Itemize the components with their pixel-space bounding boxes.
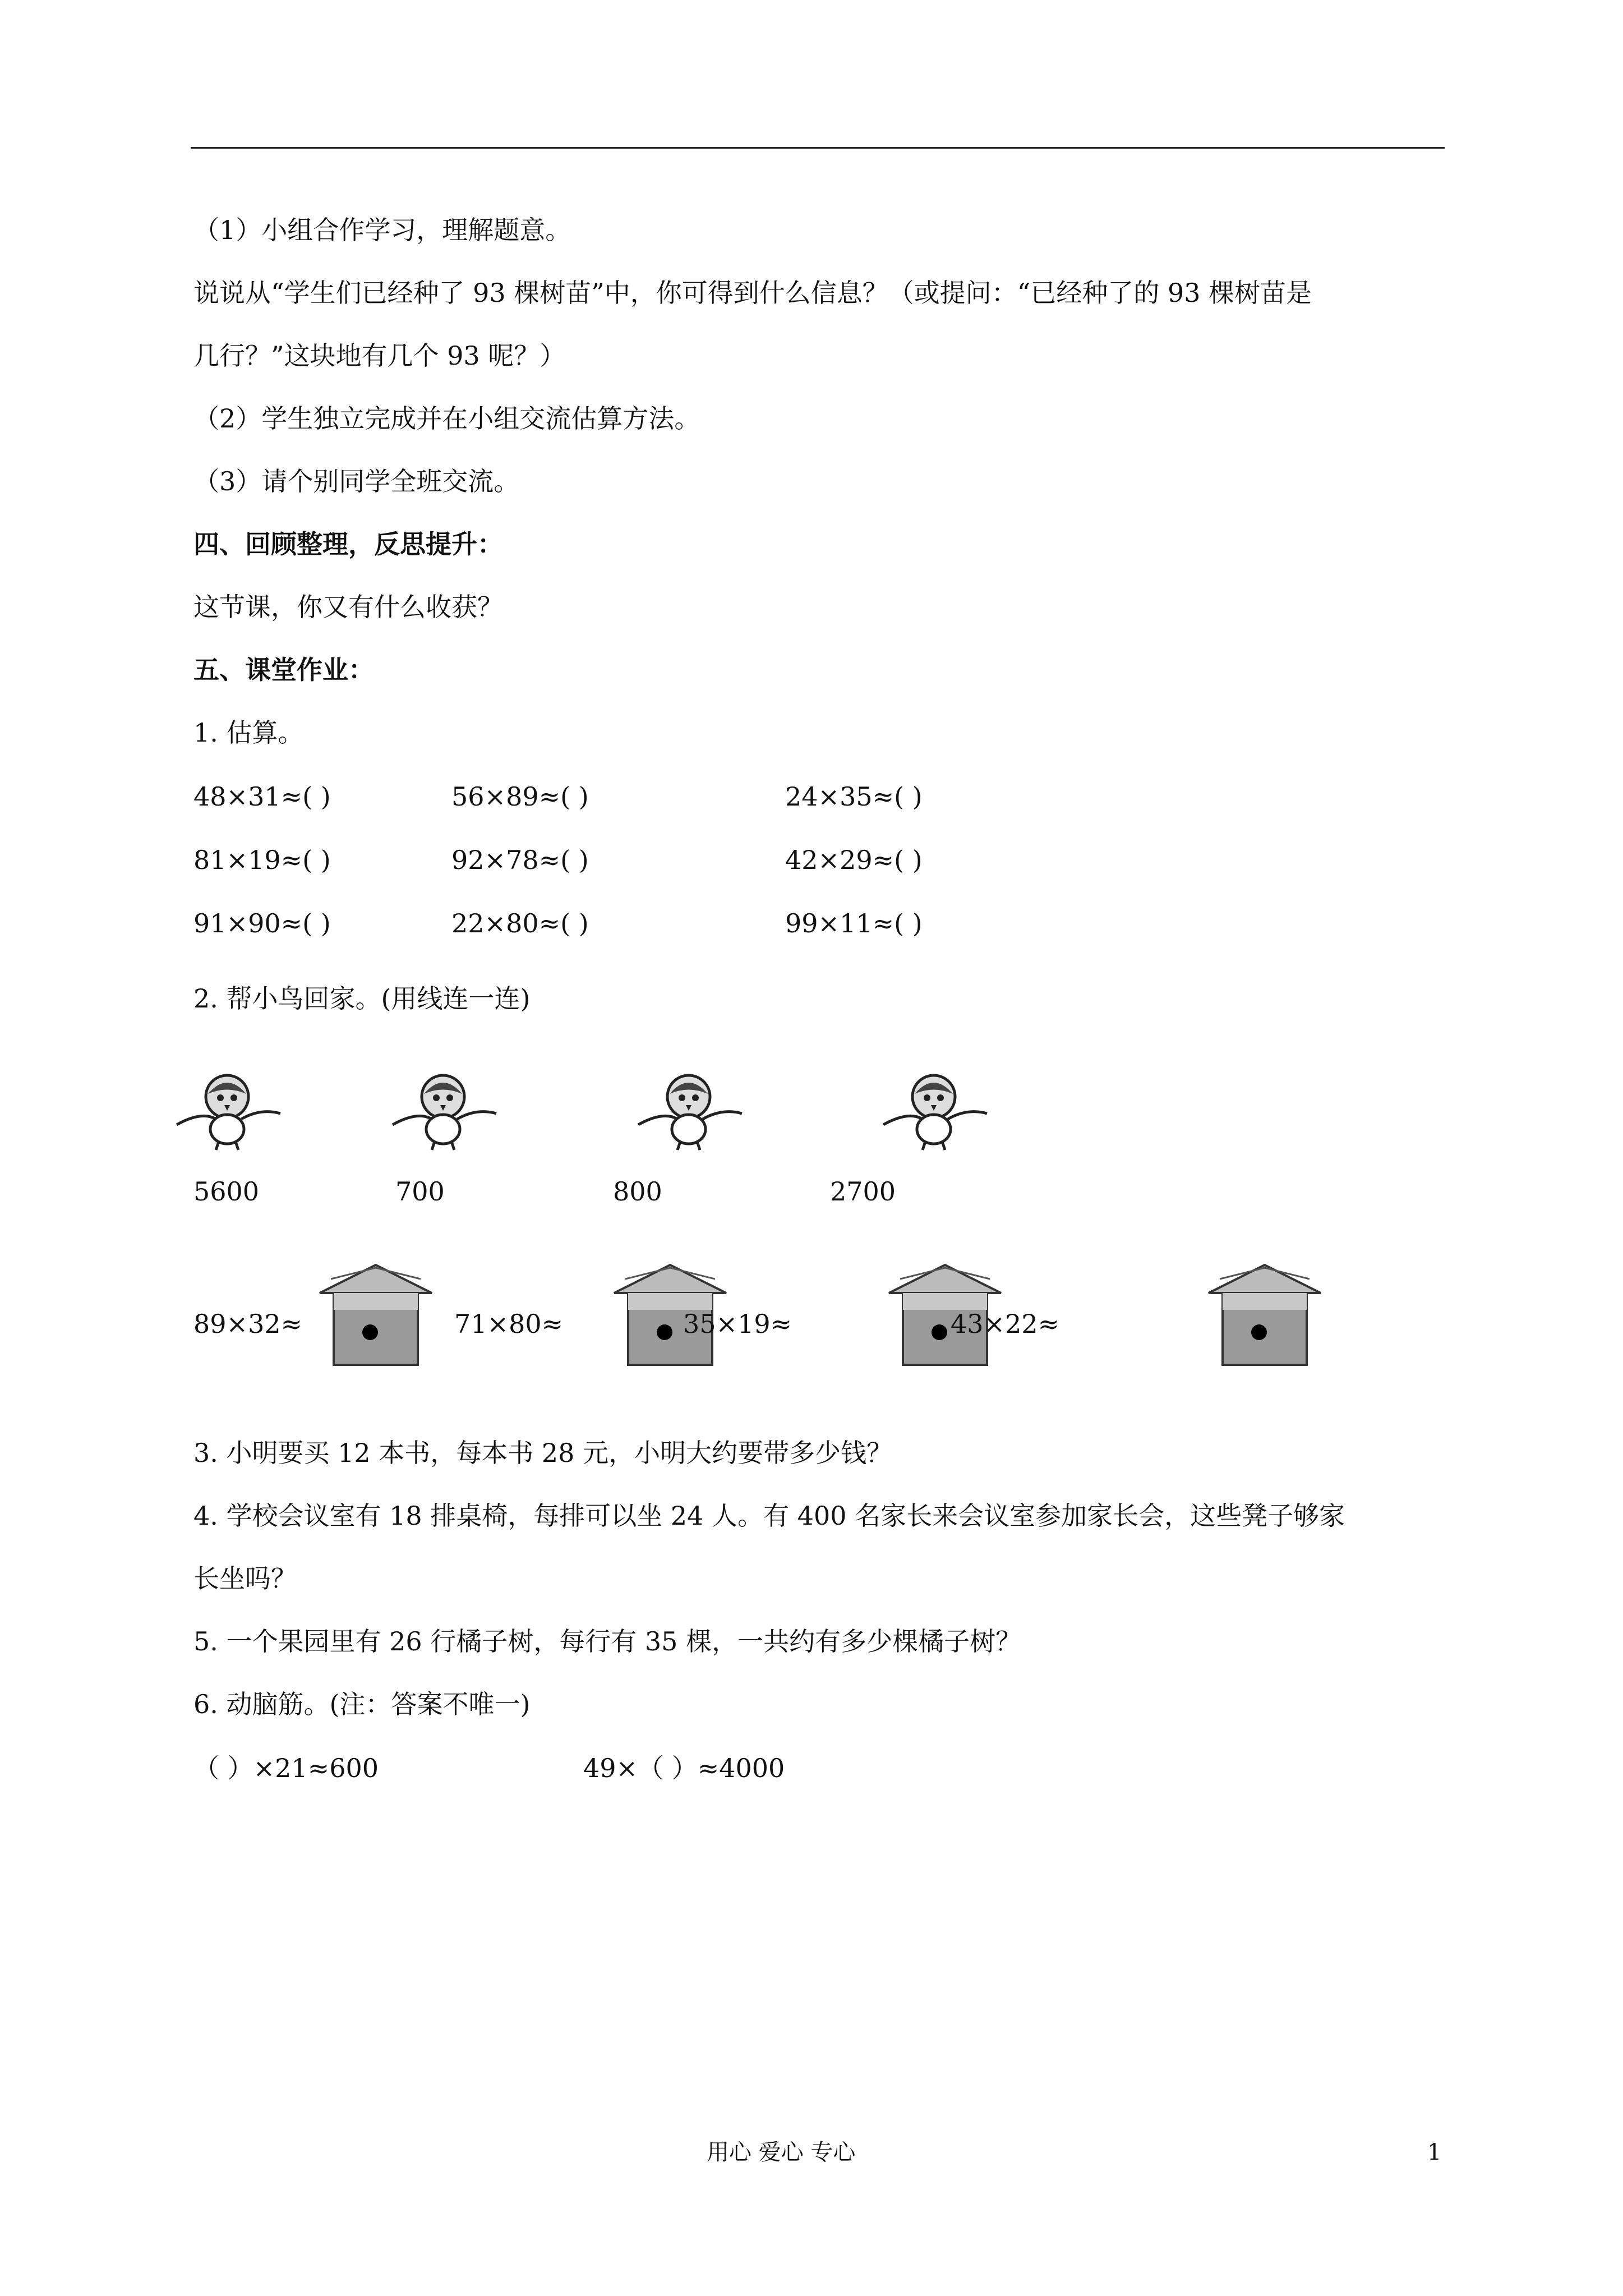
- header-rule: [191, 147, 1445, 149]
- estimate-item: 81×19≈( ): [193, 845, 331, 875]
- bird-number: 700: [395, 1176, 445, 1207]
- text-line: 1. 估算。: [193, 717, 304, 748]
- house-expression: 71×80≈: [454, 1309, 564, 1339]
- estimate-item: 42×29≈( ): [785, 845, 923, 875]
- text-line: 几行？”这块地有几个 93 呢？）: [193, 341, 566, 371]
- text-line: （1）小组合作学习，理解题意。: [193, 215, 571, 245]
- question: 3. 小明要买 12 本书，每本书 28 元，小明大约要带多少钱？: [193, 1438, 893, 1468]
- text-line: （3）请个别同学全班交流。: [193, 466, 520, 496]
- question-title: 2. 帮小鸟回家。(用线连一连): [193, 983, 531, 1014]
- bird-number: 800: [613, 1176, 662, 1207]
- estimate-item: 92×78≈( ): [451, 845, 589, 875]
- bird-icon: [171, 1063, 283, 1153]
- question: 4. 学校会议室有 18 排桌椅，每排可以坐 24 人。有 400 名家长来会议室参加家长会，这些凳子够家: [193, 1501, 1345, 1531]
- text-line: 这节课，你又有什么收获？: [193, 592, 503, 622]
- estimate-item: 99×11≈( ): [785, 908, 923, 938]
- footer-text: 用心 爱心 专心: [707, 2139, 856, 2165]
- bird-number: 2700: [830, 1176, 896, 1207]
- house-expression: 43×22≈: [951, 1309, 1060, 1339]
- estimate-item: 91×90≈( ): [193, 908, 331, 938]
- question: 长坐吗？: [193, 1563, 297, 1594]
- section-heading: 四、回顾整理，反思提升：: [193, 529, 503, 559]
- estimate-item: 48×31≈( ): [193, 781, 331, 812]
- birdhouse-icon: [314, 1262, 437, 1369]
- estimate-item: 22×80≈( ): [451, 908, 589, 938]
- bird-icon: [878, 1063, 990, 1153]
- bird-icon: [387, 1063, 499, 1153]
- question: 5. 一个果园里有 26 行橘子树，每行有 35 棵，一共约有多少棵橘子树？: [193, 1626, 1022, 1657]
- brain-item: 49×（ ）≈4000: [583, 1753, 785, 1783]
- brain-item: （ ）×21≈600: [193, 1753, 379, 1783]
- section-heading: 五、课堂作业：: [193, 655, 374, 685]
- birdhouse-icon: [1203, 1262, 1326, 1369]
- house-expression: 89×32≈: [193, 1309, 303, 1339]
- text-line: （2）学生独立完成并在小组交流估算方法。: [193, 403, 700, 434]
- estimate-item: 56×89≈( ): [451, 781, 589, 812]
- bird-icon: [633, 1063, 745, 1153]
- page-number: 1: [1427, 2139, 1442, 2165]
- question: 6. 动脑筋。(注：答案不唯一): [193, 1689, 531, 1719]
- house-expression: 35×19≈: [683, 1309, 792, 1339]
- bird-number: 5600: [193, 1176, 260, 1207]
- text-line: 说说从“学生们已经种了 93 棵树苗”中，你可得到什么信息？（或提问：“已经种了的 93 棵树苗是: [193, 278, 1312, 308]
- estimate-item: 24×35≈( ): [785, 781, 923, 812]
